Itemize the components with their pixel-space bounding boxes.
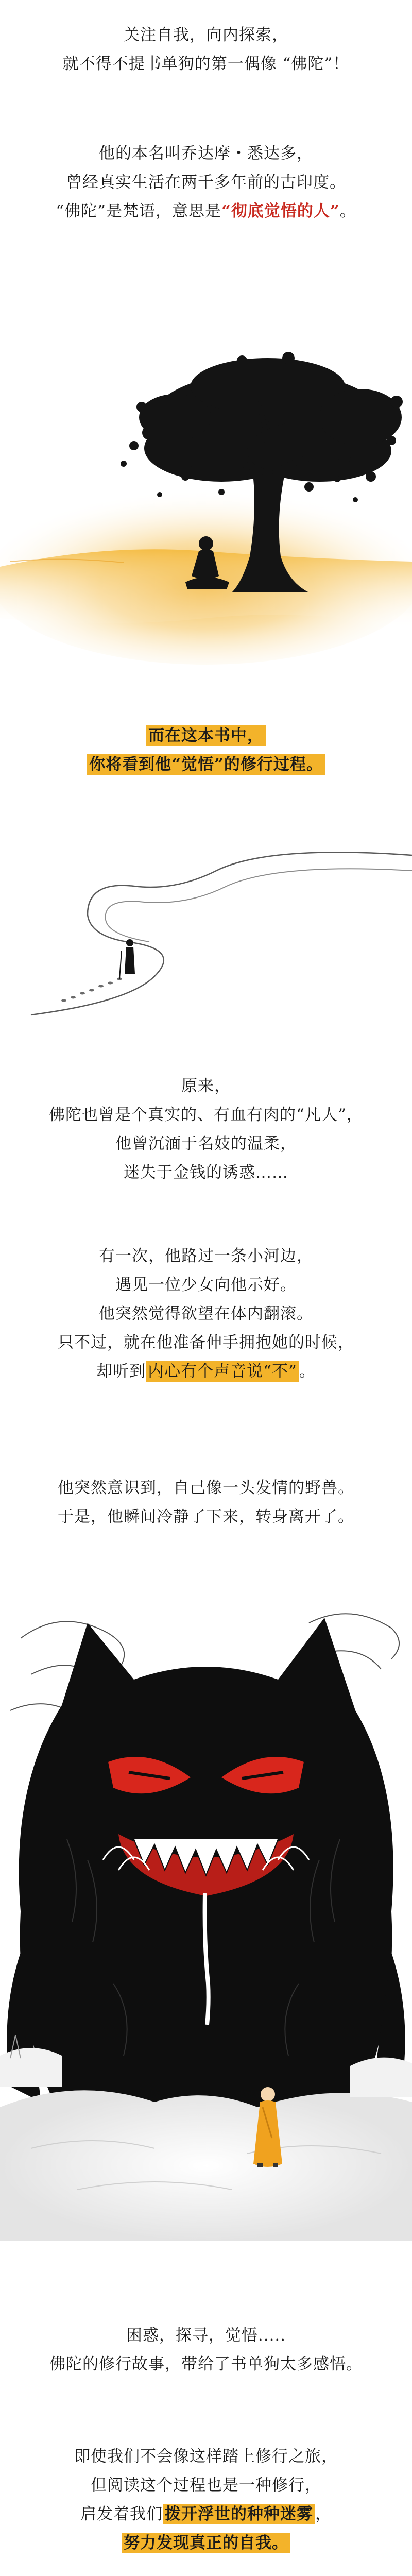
intro-line-1: 关注自我，向内探索， <box>124 26 288 44</box>
river-section <box>0 1242 412 1386</box>
closing-line-3-end: ， <box>315 2505 332 2523</box>
bio-line-1: 他的本名叫乔达摩・悉达多， <box>99 144 313 163</box>
intro-line-2: 就不得不提书单狗的第一偶像 “佛陀”！ <box>62 55 350 73</box>
realize-section <box>0 1473 412 1531</box>
river-line-5-end: 。 <box>299 1362 316 1381</box>
bio-line-3 <box>0 197 412 226</box>
walking-figure <box>119 939 135 979</box>
book-line-1 <box>0 721 412 750</box>
origin-line-4: 迷失于金钱的诱惑…… <box>124 1163 288 1182</box>
bio-line-2: 曾经真实生活在两千多年前的古印度。 <box>66 173 346 192</box>
origin-line-3: 他曾沉湎于名妓的温柔， <box>115 1134 297 1153</box>
inner-voice-highlight: 内心有个声音说“不” <box>146 1361 299 1382</box>
river-line-5-text: 却听到 <box>96 1362 146 1381</box>
bio-section <box>0 139 412 226</box>
summary-line-2: 佛陀的修行故事，带给了书单狗太多感悟。 <box>49 2355 363 2374</box>
intro-section <box>0 21 412 78</box>
river-line-4: 只不过，就在他准备伸手拥抱她的时候， <box>58 1333 354 1352</box>
origin-line-2: 佛陀也曾是个真实的、有血有肉的“凡人”， <box>49 1106 363 1124</box>
closing-section <box>0 2442 412 2557</box>
bio-line-3-end: 。 <box>339 202 356 221</box>
bio-line-3-text: “佛陀”是梵语，意思是 <box>56 202 222 221</box>
river-line-5 <box>0 1357 412 1386</box>
dispel-fog-highlight: 拨开浮世的种种迷雾 <box>163 2504 315 2524</box>
closing-line-2: 但阅读这个过程也是一种修行， <box>91 2476 321 2495</box>
book-line-2 <box>0 750 412 779</box>
summary-line-1: 困惑，探寻，觉悟..... <box>126 2326 286 2345</box>
book-section <box>0 721 412 779</box>
winding-path-illustration <box>0 824 412 1041</box>
closing-line-3 <box>0 2500 412 2529</box>
bodhi-tree-illustration <box>0 340 412 690</box>
closing-line-1: 即使我们不会像这样踏上修行之旅， <box>74 2447 338 2466</box>
closing-line-4 <box>0 2529 412 2557</box>
dark-beast-illustration <box>0 1592 412 2241</box>
river-line-2: 遇见一位少女向他示好。 <box>115 1276 297 1294</box>
realize-line-1: 他突然意识到，自己像一头发情的野兽。 <box>58 1479 354 1497</box>
buddha-meaning-highlight: “彻底觉悟的人” <box>221 202 340 221</box>
book-line-2-highlight: 你将看到他“觉悟”的修行过程。 <box>87 754 325 775</box>
book-line-1-highlight: 而在这本书中， <box>146 725 266 746</box>
river-line-1: 有一次，他路过一条小河边， <box>99 1247 313 1265</box>
origin-section <box>0 1072 412 1187</box>
river-line-3: 他突然觉得欲望在体内翻滚。 <box>99 1304 313 1323</box>
true-self-highlight: 努力发现真正的自我。 <box>122 2533 290 2553</box>
realize-line-2: 于是，他瞬间冷静了下来，转身离开了。 <box>58 1507 354 1526</box>
summary-section <box>0 2321 412 2379</box>
closing-line-3-text: 启发着我们 <box>80 2505 163 2523</box>
origin-line-1: 原来， <box>181 1077 231 1095</box>
